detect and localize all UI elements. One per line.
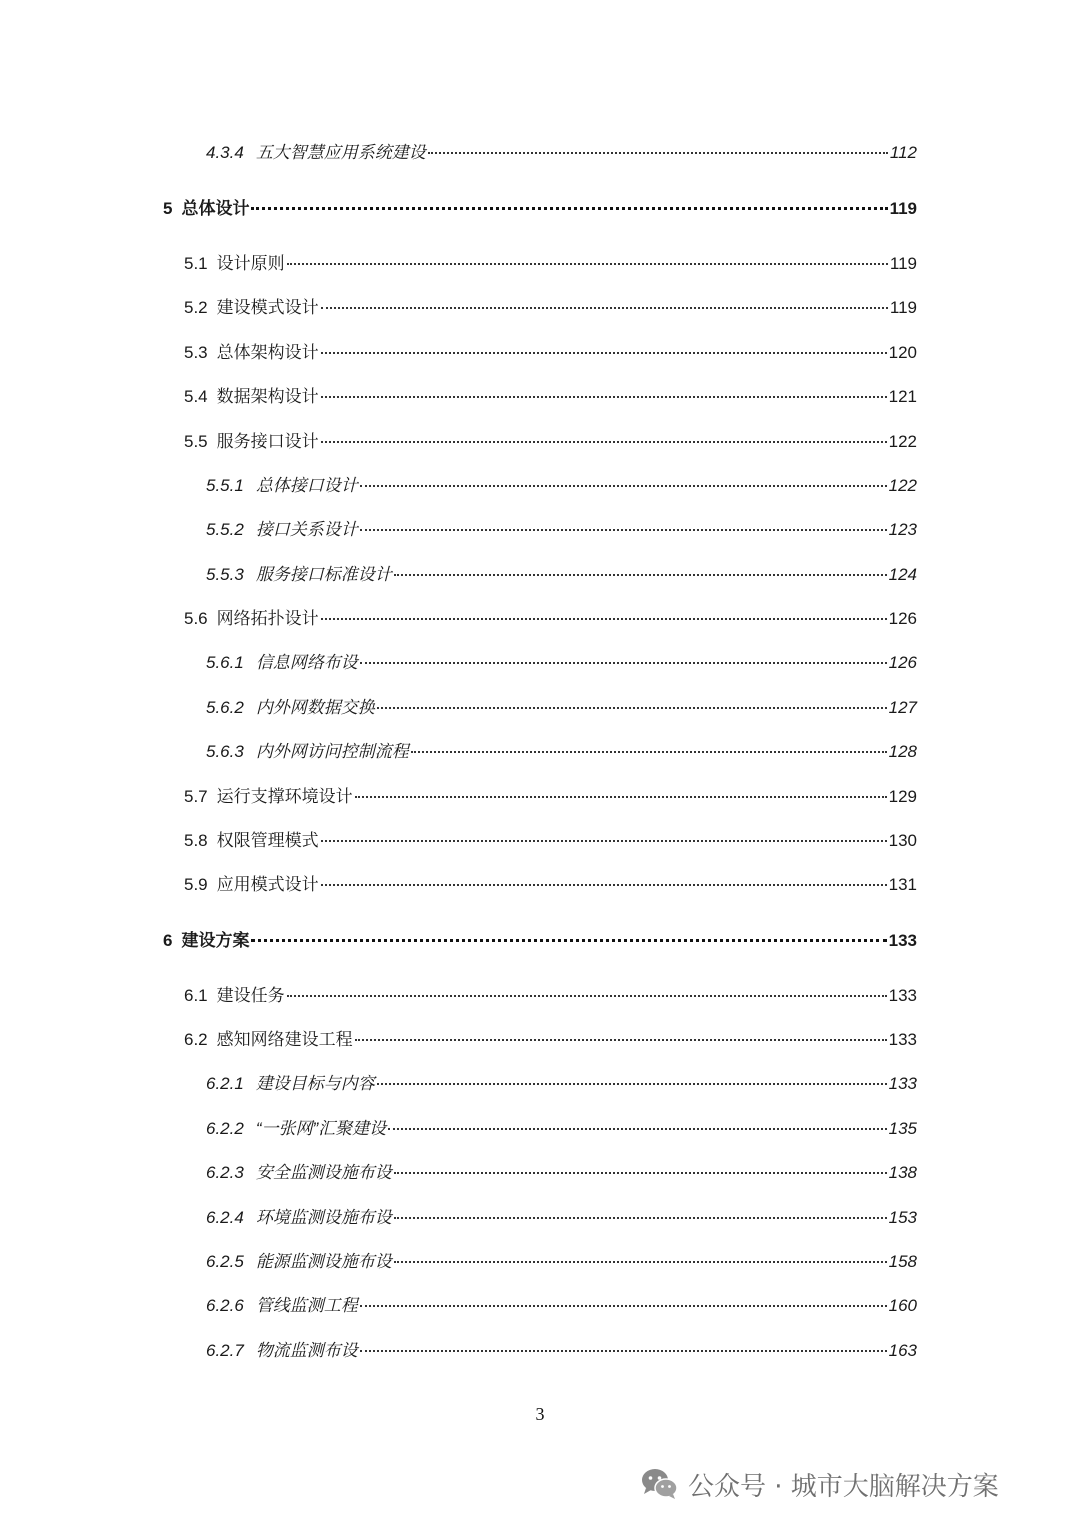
toc-leader-dots [360, 528, 887, 531]
toc-leader-dots [321, 306, 888, 309]
toc-leader-dots [388, 1127, 886, 1130]
toc-entry-page: 129 [888, 787, 917, 806]
toc-entry-number: 5 [163, 199, 173, 218]
toc-leader-dots [360, 484, 887, 487]
toc-entry-title: 建设方案 [181, 931, 250, 950]
toc-leader-dots [377, 1082, 887, 1085]
toc-entry[interactable] [184, 250, 917, 278]
toc-entry[interactable] [184, 339, 917, 367]
toc-entry-title: 服务接口设计 [216, 432, 319, 451]
toc-entry[interactable] [184, 294, 917, 322]
toc-entry-page: 130 [888, 831, 917, 850]
toc-entry-number: 6.2 [184, 1030, 208, 1049]
toc-leader-dots [287, 262, 888, 265]
toc-entry-number: 5.2 [184, 298, 208, 317]
toc-entry-page: 127 [888, 698, 917, 717]
toc-entry-page: 153 [888, 1208, 917, 1227]
page-number: 3 [535, 1404, 545, 1424]
toc-entry-page: 124 [888, 565, 917, 584]
toc-entry[interactable] [206, 1159, 917, 1187]
toc-leader-dots [394, 1260, 887, 1263]
toc-entry[interactable] [184, 871, 917, 899]
toc-entry-page: 158 [888, 1252, 917, 1271]
toc-leader-dots [411, 750, 887, 753]
toc-entry-number: 5.5.3 [206, 565, 244, 584]
toc-entry-number: 6.2.7 [206, 1341, 244, 1360]
toc-entry-title: 总体架构设计 [216, 343, 319, 362]
toc-entry-title: 能源监测设施布设 [255, 1252, 392, 1271]
toc-entry-title: 总体接口设计 [255, 476, 358, 495]
toc-entry-page: 119 [889, 254, 917, 273]
toc-entry[interactable] [206, 1337, 917, 1365]
toc-leader-dots [355, 795, 887, 798]
toc-leader-dots [251, 938, 886, 942]
toc-entry-number: 5.1 [184, 254, 208, 273]
toc-leader-dots [394, 1171, 887, 1174]
toc-entry-page: 138 [888, 1163, 917, 1182]
toc-entry[interactable] [184, 827, 917, 855]
toc-entry[interactable] [184, 783, 917, 811]
toc-leader-dots [394, 573, 887, 576]
toc-entry-title: 权限管理模式 [216, 831, 319, 850]
toc-entry[interactable] [206, 694, 917, 722]
toc-entry-title: 感知网络建设工程 [216, 1030, 353, 1049]
toc-entry[interactable] [206, 1204, 917, 1232]
toc-chapter[interactable] [163, 927, 917, 955]
toc-leader-dots [321, 351, 887, 354]
toc-entry-title: 信息网络布设 [255, 653, 358, 672]
toc-leader-dots [321, 617, 887, 620]
toc-entry-page: 120 [888, 343, 917, 362]
toc-entry[interactable] [206, 1115, 917, 1143]
toc-entry-page: 123 [888, 520, 917, 539]
toc-entry-title: 物流监测布设 [255, 1341, 358, 1360]
toc-entry-title: 接口关系设计 [255, 520, 358, 539]
toc-chapter[interactable] [163, 195, 917, 223]
toc-entry-page: 135 [888, 1119, 917, 1138]
toc-entry-page: 112 [889, 143, 917, 162]
toc-entry-page: 122 [888, 476, 917, 495]
toc-entry-page: 163 [888, 1341, 917, 1360]
toc-entry-title: 运行支撑环境设计 [216, 787, 353, 806]
toc-entry-number: 5.7 [184, 787, 208, 806]
toc-entry-title: 五大智慧应用系统建设 [255, 143, 426, 162]
toc-entry-number: 5.6 [184, 609, 208, 628]
toc-leader-dots [321, 440, 887, 443]
toc-entry-number: 6 [163, 931, 173, 950]
toc-entry-number: 6.2.4 [206, 1208, 244, 1227]
toc-entry-title: 环境监测设施布设 [255, 1208, 392, 1227]
toc-entry-number: 5.6.3 [206, 742, 244, 761]
toc-entry-title: 管线监测工程 [255, 1296, 358, 1315]
toc-entry-page: 133 [888, 986, 917, 1005]
toc-entry-number: 5.3 [184, 343, 208, 362]
toc-entry[interactable] [184, 1026, 917, 1054]
toc-entry[interactable] [206, 1292, 917, 1320]
toc-entry-number: 5.5.2 [206, 520, 244, 539]
toc-entry-number: 5.6.2 [206, 698, 244, 717]
toc-leader-dots [428, 151, 888, 154]
toc-entry-page: 128 [888, 742, 917, 761]
toc-entry[interactable] [206, 1248, 917, 1276]
toc-entry-number: 5.5 [184, 432, 208, 451]
toc-entry-page: 131 [888, 875, 917, 894]
toc-entry-number: 6.2.2 [206, 1119, 244, 1138]
toc-entry-number: 5.5.1 [206, 476, 244, 495]
toc-entry[interactable] [206, 649, 917, 677]
toc-entry-number: 4.3.4 [206, 143, 244, 162]
toc-entry[interactable] [206, 1070, 917, 1098]
toc-entry-title: 建设任务 [216, 986, 285, 1005]
toc-leader-dots [355, 1038, 887, 1041]
toc-entry-number: 5.9 [184, 875, 208, 894]
toc-leader-dots [321, 395, 887, 398]
toc-leader-dots [360, 1349, 887, 1352]
toc-entry-title: “一张网”汇聚建设 [255, 1119, 387, 1138]
toc-leader-dots [377, 706, 887, 709]
toc-entry-page: 133 [888, 931, 917, 950]
toc-entry-number: 6.2.5 [206, 1252, 244, 1271]
toc-entry-number: 5.8 [184, 831, 208, 850]
toc-entry-page: 160 [888, 1296, 917, 1315]
toc-entry-title: 网络拓扑设计 [216, 609, 319, 628]
wechat-icon [640, 1467, 680, 1501]
toc-leader-dots [394, 1216, 887, 1219]
toc-entry-title: 安全监测设施布设 [255, 1163, 392, 1182]
toc-leader-dots [287, 994, 887, 997]
toc-entry-title: 设计原则 [216, 254, 285, 273]
toc-entry-title: 数据架构设计 [216, 387, 319, 406]
toc-entry-page: 133 [888, 1074, 917, 1093]
toc-entry-page: 119 [889, 199, 917, 218]
toc-entry[interactable] [206, 139, 917, 167]
toc-entry-title: 应用模式设计 [216, 875, 319, 894]
toc-entry-title: 建设模式设计 [216, 298, 319, 317]
toc-entry-title: 内外网访问控制流程 [255, 742, 409, 761]
toc-entry-page: 133 [888, 1030, 917, 1049]
toc-entry[interactable] [206, 561, 917, 589]
toc-entry-page: 126 [888, 653, 917, 672]
toc-entry[interactable] [184, 383, 917, 411]
watermark [640, 1462, 999, 1506]
toc-entry-number: 5.6.1 [206, 653, 244, 672]
toc-leader-dots [360, 661, 887, 664]
toc-entry[interactable] [184, 428, 917, 456]
toc-entry-title: 总体设计 [181, 199, 250, 218]
toc-entry[interactable] [184, 982, 917, 1010]
toc-entry-title: 内外网数据交换 [255, 698, 375, 717]
toc-entry[interactable] [206, 516, 917, 544]
watermark-text: 公众号 · 城市大脑解决方案 [688, 1471, 999, 1502]
toc-entry-page: 121 [888, 387, 917, 406]
toc-entry-number: 6.2.1 [206, 1074, 244, 1093]
toc-entry-number: 6.1 [184, 986, 208, 1005]
toc-entry-title: 服务接口标准设计 [255, 565, 392, 584]
toc-entry-page: 119 [889, 298, 917, 317]
toc-entry[interactable] [206, 472, 917, 500]
toc-leader-dots [251, 206, 887, 210]
toc-entry-number: 6.2.6 [206, 1296, 244, 1315]
toc-leader-dots [360, 1304, 887, 1307]
toc-entry-page: 126 [888, 609, 917, 628]
toc-entry-page: 122 [888, 432, 917, 451]
toc-leader-dots [321, 839, 887, 842]
toc-entry[interactable] [206, 738, 917, 766]
toc-entry-number: 5.4 [184, 387, 208, 406]
toc-entry-number: 6.2.3 [206, 1163, 244, 1182]
toc-entry-title: 建设目标与内容 [255, 1074, 375, 1093]
toc-leader-dots [321, 883, 887, 886]
toc-entry[interactable] [184, 605, 917, 633]
